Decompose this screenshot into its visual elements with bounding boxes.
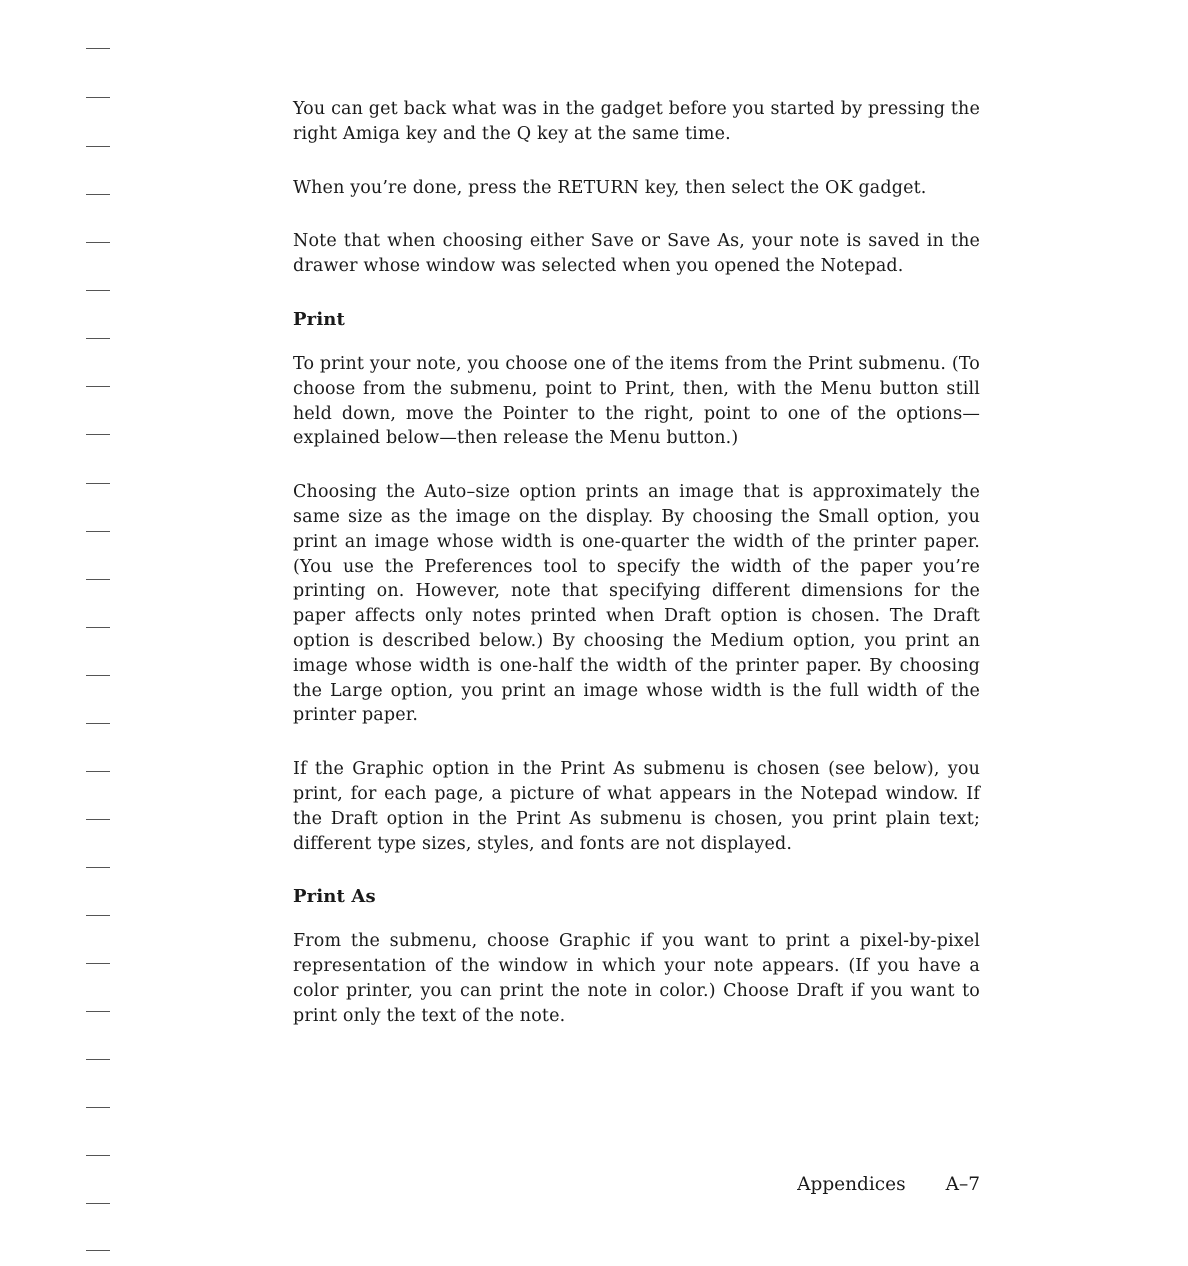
binding-mark xyxy=(86,1107,110,1108)
page-footer xyxy=(797,1174,980,1195)
binding-mark xyxy=(86,819,110,820)
binding-mark xyxy=(86,1203,110,1204)
section-heading-print-as: Print As xyxy=(293,886,376,908)
binding-mark xyxy=(86,434,110,435)
binding-mark xyxy=(86,963,110,964)
page-number: A–7 xyxy=(945,1174,980,1195)
section-heading-print: Print xyxy=(293,308,346,330)
paragraph: You can get back what was in the gadget before you started by pressing the right Amiga key and the Q key at the same time. xyxy=(293,99,980,144)
binding-margin-marks xyxy=(86,0,116,1266)
binding-mark xyxy=(86,1011,110,1012)
paragraph: If the Graphic option in the Print As submenu is chosen (see below), you print, for each page, a picture of what appears in the Notepad window. If the Draft option in the Print As submenu is chosen, you print plain text; different type sizes, styles, and fonts are not displayed. xyxy=(293,759,980,854)
paragraph: To print your note, you choose one of the items from the Print submenu. (To choose from the submenu, point to Print, then, with the Menu button still held down, move the Pointer to the right, point to one of the options—explained below—then release the Menu button.) xyxy=(293,353,980,449)
footer-section-title: Appendices xyxy=(797,1174,906,1195)
paragraph: Note that when choosing either Save or Save As, your note is saved in the drawer whose window was selected when you opened the Notepad. xyxy=(293,231,980,277)
binding-mark xyxy=(86,723,110,724)
binding-mark xyxy=(86,194,110,195)
binding-mark xyxy=(86,915,110,916)
binding-mark xyxy=(86,97,110,98)
binding-mark xyxy=(86,242,110,243)
binding-mark xyxy=(86,627,110,628)
binding-mark xyxy=(86,483,110,484)
binding-mark xyxy=(86,1059,110,1060)
paragraph: When you’re done, press the RETURN key, then select the OK gadget. xyxy=(293,177,927,198)
binding-mark xyxy=(86,1155,110,1156)
binding-mark xyxy=(86,771,110,772)
binding-mark xyxy=(86,579,110,580)
binding-mark xyxy=(86,675,110,676)
binding-mark xyxy=(86,290,110,291)
paragraph: Choosing the Auto–size option prints an image that is approximately the same size as the image on the display. By choosing the Small option, you print an image whose width is one-quarter the width of the printer paper. (You use the Preferences tool to specify the width of the paper you’re printing on. However, note that specifying different dimensions for the paper affects only notes printed when Draft option is chosen. The Draft option is described below.) By choosing the Medium option, you print an image whose width is one-half the width of the printer paper. By choosing the Large option, you print an image whose width is the full width of the printer paper. xyxy=(293,482,980,726)
binding-mark xyxy=(86,338,110,339)
binding-mark xyxy=(86,386,110,387)
paragraph: From the submenu, choose Graphic if you want to print a pixel-by-pixel representation of the window in which your note appears. (If you have a color printer, you can print the note in color.) Choose Draft if you want to print only the text of the note. xyxy=(293,931,980,1026)
binding-mark xyxy=(86,146,110,147)
page-body xyxy=(293,97,980,1058)
binding-mark xyxy=(86,531,110,532)
binding-mark xyxy=(86,1250,110,1251)
binding-mark xyxy=(86,867,110,868)
binding-mark xyxy=(86,48,110,49)
